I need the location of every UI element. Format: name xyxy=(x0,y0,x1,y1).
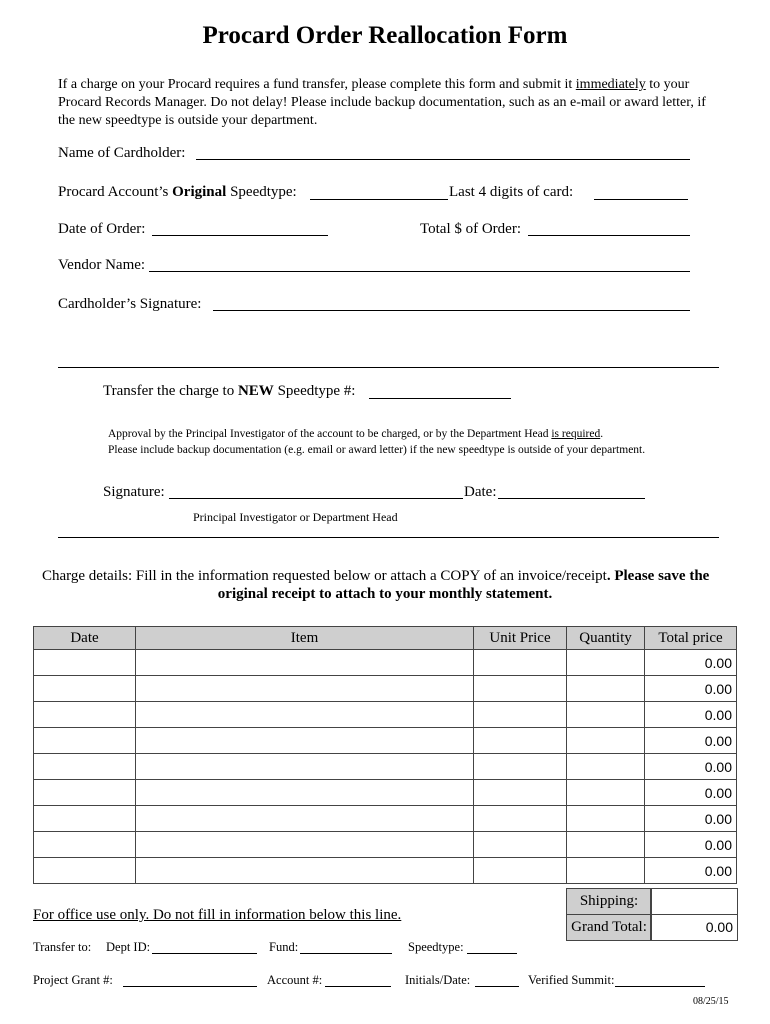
header-unit-price: Unit Price xyxy=(474,627,567,650)
quantity-cell[interactable] xyxy=(567,650,645,676)
total-cell: 0.00 xyxy=(645,702,737,728)
total-of-order-field[interactable] xyxy=(528,235,690,236)
new-speedtype-suffix: Speedtype #: xyxy=(273,383,356,399)
page-title: Procard Order Reallocation Form xyxy=(202,22,568,49)
original-speedtype-label xyxy=(58,184,297,201)
table-row xyxy=(34,702,737,728)
approval-note-line1 xyxy=(108,428,603,440)
intro-underlined: immediately xyxy=(575,77,646,92)
shipping-label: Shipping: xyxy=(566,888,652,915)
unit-price-cell[interactable] xyxy=(474,728,567,754)
original-speedtype-bold: Original xyxy=(172,184,227,200)
account-field[interactable] xyxy=(325,986,391,987)
unit-price-cell[interactable] xyxy=(474,676,567,702)
items-table xyxy=(33,626,737,884)
charge-details-bold-tail: . Please save the xyxy=(606,568,710,584)
approver-signature-field[interactable] xyxy=(169,498,463,499)
header-quantity: Quantity xyxy=(567,627,645,650)
dept-id-field[interactable] xyxy=(152,953,257,954)
quantity-cell[interactable] xyxy=(567,858,645,884)
quantity-cell[interactable] xyxy=(567,806,645,832)
item-cell[interactable] xyxy=(136,702,474,728)
unit-price-cell[interactable] xyxy=(474,832,567,858)
quantity-cell[interactable] xyxy=(567,754,645,780)
date-cell[interactable] xyxy=(34,780,136,806)
table-row xyxy=(34,780,737,806)
new-speedtype-bold: NEW xyxy=(237,383,274,399)
form-version-date: 08/25/15 xyxy=(693,996,729,1007)
verified-summit-field[interactable] xyxy=(615,986,705,987)
project-grant-label: Project Grant #: xyxy=(33,973,113,987)
intro-paragraph xyxy=(58,76,718,130)
approval-note-end: . xyxy=(600,428,604,440)
original-speedtype-field[interactable] xyxy=(310,199,448,200)
shipping-value-field[interactable] xyxy=(650,888,738,915)
header-total-price: Total price xyxy=(645,627,737,650)
total-cell: 0.00 xyxy=(645,728,737,754)
table-row xyxy=(34,650,737,676)
office-use-notice: For office use only. Do not fill in information below this line. xyxy=(33,907,402,923)
fund-label: Fund: xyxy=(269,940,299,954)
item-cell[interactable] xyxy=(136,754,474,780)
cardholder-signature-label: Cardholder’s Signature: xyxy=(58,296,202,312)
charge-details-main: Charge details: Fill in the information requested below or attach a COPY of an invoice/receipt xyxy=(42,568,607,584)
vendor-name-label: Vendor Name: xyxy=(58,257,146,273)
table-row xyxy=(34,754,737,780)
approval-required: is required xyxy=(551,428,601,440)
total-cell: 0.00 xyxy=(645,754,737,780)
unit-price-cell[interactable] xyxy=(474,780,567,806)
date-cell[interactable] xyxy=(34,754,136,780)
initials-date-label: Initials/Date: xyxy=(405,973,471,987)
total-cell: 0.00 xyxy=(645,780,737,806)
item-cell[interactable] xyxy=(136,780,474,806)
vendor-name-field[interactable] xyxy=(149,271,690,272)
table-row xyxy=(34,676,737,702)
total-cell: 0.00 xyxy=(645,858,737,884)
quantity-cell[interactable] xyxy=(567,780,645,806)
intro-text-1: If a charge on your Procard requires a fund transfer, please complete this form and submit it xyxy=(58,77,573,92)
table-row xyxy=(34,832,737,858)
quantity-cell[interactable] xyxy=(567,702,645,728)
header-item: Item xyxy=(136,627,474,650)
section-divider xyxy=(58,367,719,368)
total-cell: 0.00 xyxy=(645,806,737,832)
original-speedtype-prefix: Procard Account’s xyxy=(58,184,173,200)
total-cell: 0.00 xyxy=(645,676,737,702)
table-row xyxy=(34,806,737,832)
intro-text-2: to your Procard Records Manager. Do not delay! Please include backup documentation, such as an e-mail or award letter, if the new speedtype is outside your department. xyxy=(58,77,706,128)
date-of-order-label: Date of Order: xyxy=(58,221,146,237)
date-of-order-field[interactable] xyxy=(152,235,328,236)
project-grant-field[interactable] xyxy=(123,986,257,987)
account-label: Account #: xyxy=(267,973,323,987)
unit-price-cell[interactable] xyxy=(474,650,567,676)
charge-details-line2: original receipt to attach to your monthly statement. xyxy=(217,586,553,602)
quantity-cell[interactable] xyxy=(567,676,645,702)
section-divider-2 xyxy=(58,537,719,538)
new-speedtype-field[interactable] xyxy=(369,398,511,399)
new-speedtype-prefix: Transfer the charge to xyxy=(103,383,238,399)
date-cell[interactable] xyxy=(34,702,136,728)
total-cell: 0.00 xyxy=(645,832,737,858)
cardholder-name-field[interactable] xyxy=(196,159,690,160)
office-speedtype-label: Speedtype: xyxy=(408,940,464,954)
approval-note-text: Approval by the Principal Investigator of the account to be charged, or by the Department Head xyxy=(108,428,552,440)
unit-price-cell[interactable] xyxy=(474,858,567,884)
grand-total-label: Grand Total: xyxy=(566,914,652,941)
item-cell[interactable] xyxy=(136,676,474,702)
cardholder-name-label: Name of Cardholder: xyxy=(58,145,186,161)
unit-price-cell[interactable] xyxy=(474,702,567,728)
item-cell[interactable] xyxy=(136,650,474,676)
date-cell[interactable] xyxy=(34,832,136,858)
verified-summit-label: Verified Summit: xyxy=(528,973,615,987)
approver-date-field[interactable] xyxy=(498,498,645,499)
signer-caption: Principal Investigator or Department Head xyxy=(193,510,398,524)
original-speedtype-suffix: Speedtype: xyxy=(226,184,297,200)
unit-price-cell[interactable] xyxy=(474,806,567,832)
item-cell[interactable] xyxy=(136,806,474,832)
initials-date-field[interactable] xyxy=(475,986,519,987)
header-date: Date xyxy=(34,627,136,650)
date-cell[interactable] xyxy=(34,728,136,754)
total-cell: 0.00 xyxy=(645,650,737,676)
item-cell[interactable] xyxy=(136,728,474,754)
transfer-to-label: Transfer to: xyxy=(33,940,92,954)
cardholder-signature-field[interactable] xyxy=(213,310,690,311)
date-cell[interactable] xyxy=(34,650,136,676)
new-speedtype-label xyxy=(103,383,355,400)
table-row xyxy=(34,858,737,884)
unit-price-cell[interactable] xyxy=(474,754,567,780)
item-cell[interactable] xyxy=(136,832,474,858)
table-header-row xyxy=(34,627,737,650)
total-of-order-label: Total $ of Order: xyxy=(420,221,522,237)
office-speedtype-field[interactable] xyxy=(467,953,517,954)
last4-field[interactable] xyxy=(594,199,688,200)
approver-signature-label: Signature: xyxy=(103,484,165,500)
date-cell[interactable] xyxy=(34,676,136,702)
approver-date-label: Date: xyxy=(464,484,497,500)
approval-note-line2: Please include backup documentation (e.g. email or award letter) if the new speedtype is outside of your department. xyxy=(108,444,646,456)
grand-total-value: 0.00 xyxy=(650,914,738,941)
date-cell[interactable] xyxy=(34,858,136,884)
last4-label: Last 4 digits of card: xyxy=(449,184,574,200)
charge-details-text xyxy=(42,568,709,585)
date-cell[interactable] xyxy=(34,806,136,832)
quantity-cell[interactable] xyxy=(567,728,645,754)
fund-field[interactable] xyxy=(300,953,392,954)
table-row xyxy=(34,728,737,754)
quantity-cell[interactable] xyxy=(567,832,645,858)
dept-id-label: Dept ID: xyxy=(106,940,151,954)
item-cell[interactable] xyxy=(136,858,474,884)
